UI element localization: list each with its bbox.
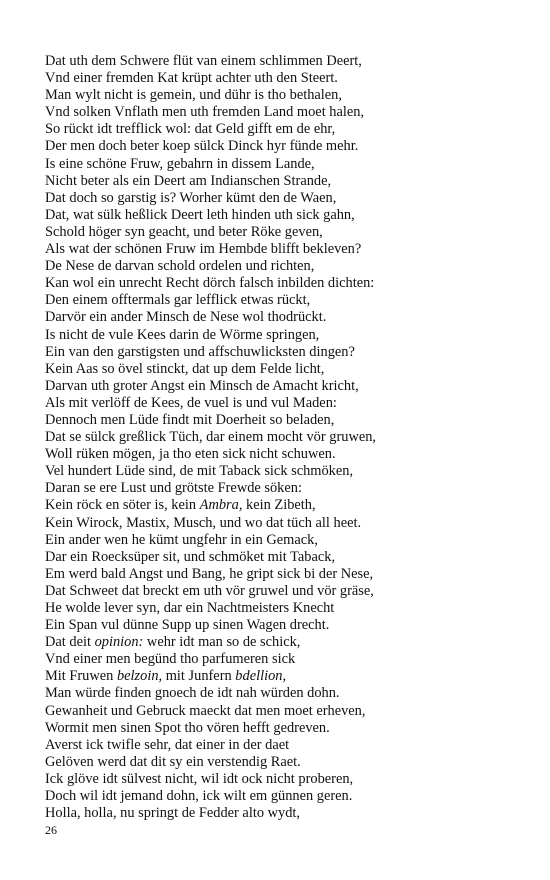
poem-line [45,156,515,173]
line-text: Em werd bald Angst und Bang, he gript sick bi der Nese, [45,565,374,582]
line-text: Woll rüken mögen, ja tho eten sick nicht schuwen. [45,446,336,463]
line-text: Man würde finden gnoech de idt nah würden dohn. [45,685,340,702]
poem-line [45,138,515,155]
line-text: Dat Schweet dat breckt em uth vör gruwel und vör gräse, [45,582,374,599]
line-text: Is eine schöne Fruw, gebahrn in dissem Lande, [45,155,315,172]
line-text: He wolde lever syn, dar ein Nachtmeisters Knecht [45,600,335,616]
poem-line [45,53,515,70]
poem-line [45,190,515,207]
line-text: Ein van den garstigsten und affschuwlicksten dingen? [45,343,355,360]
poem-line [45,207,515,224]
line-text: Dat, wat sülk heßlick Deert leth hinden uth sick gahn, [45,206,355,223]
line-text: Dat doch so garstig is? Worher kümt den de Waen, [45,189,337,206]
line-text: Schold höger syn geacht, und beter Röke geven, [45,223,323,240]
line-text: Daran se ere Lust und grötste Frewde söken: [45,480,302,497]
poem-line [45,685,515,702]
poem-line [45,668,515,685]
poem-line [45,805,515,822]
poem-line [45,788,515,805]
italic-text: Ambra, [199,497,243,514]
poem-line [45,583,515,600]
poem-line [45,70,515,87]
line-text: Vnd einer fremden Kat krüpt achter uth den Steert. [45,70,338,87]
line-text: De Nese de darvan schold ordelen und richten, [45,258,315,275]
poem-line [45,651,515,668]
poem-line [45,480,515,497]
line-text: Dennoch men Lüde findt mit Doerheit so beladen, [45,411,335,428]
line-text: Dar ein Roecksüper sit, und schmöket mit Taback, [45,548,336,565]
poem-line [45,703,515,720]
poem-line [45,566,515,583]
line-text: Dat se sülck greßlick Tüch, dar einem mocht vör gruwen, [45,429,377,446]
line-text: Darvör ein ander Minsch de Nese wol thodrückt. [45,309,327,326]
poem-line [45,241,515,258]
line-text: kein Zibeth, [242,497,316,514]
poem-line [45,87,515,104]
line-text: Kein röck en söter is, kein [45,497,200,514]
italic-text: belzoin, [116,668,163,685]
poem-line [45,497,515,514]
poem-line [45,224,515,241]
poem-line [45,771,515,788]
poem-line [45,737,515,754]
line-text: Kan wol ein unrecht Recht dörch falsch inbilden dichten: [45,275,375,292]
line-text: Ein ander wen he kümt ungfehr in ein Gemack, [45,531,318,548]
line-text: Kein Wirock, Mastix, Musch, und wo dat tüch all heet. [45,514,362,531]
italic-text: bdellion, [235,668,287,685]
poem-line [45,327,515,344]
poem-line [45,412,515,429]
poem-line [45,292,515,309]
line-text: Ick glöve idt sülvest nicht, wil idt ock nicht proberen, [45,770,354,787]
line-text: Dat uth dem Schwere flüt van einem schlimmen Deert, [45,53,362,69]
line-text: Den einem offtermals gar lefflick etwas rückt, [45,292,311,309]
poem-line [45,515,515,532]
poem-line [45,446,515,463]
poem-line [45,378,515,395]
italic-text: opinion: [94,634,144,651]
poem-text [45,53,515,822]
line-text: Nicht beter als ein Deert am Indianschen Strande, [45,172,332,189]
line-text: Wormit men sinen Spot tho vören hefft gedreven. [45,719,330,736]
poem-line [45,754,515,771]
line-text: Der men doch beter koep sülck Dinck hyr fünde mehr. [45,138,359,155]
line-text: Gewanheit und Gebruck maeckt dat men moet erheven, [45,702,366,719]
line-text: wehr idt man so de schick, [143,634,301,651]
line-text: Holla, holla, nu springt de Fedder alto wydt, [45,805,300,822]
line-text: So rückt idt trefflick wol: dat Geld gifft em de ehr, [45,121,336,138]
line-text: mit Junfern [162,668,236,685]
line-text: Kein Aas so övel stinckt, dat up dem Felde licht, [45,360,325,377]
poem-line [45,121,515,138]
poem-line [45,634,515,651]
poem-line [45,429,515,446]
poem-line [45,549,515,566]
line-text: Vnd einer men begünd tho parfumeren sick [45,651,296,668]
line-text: Averst ick twifle sehr, dat einer in der daet [45,736,290,753]
poem-line [45,600,515,617]
line-text: Als mit verlöff de Kees, de vuel is und vul Maden: [45,394,337,411]
line-text: Darvan uth groter Angst ein Minsch de Amacht kricht, [45,377,359,394]
poem-line [45,361,515,378]
poem-line [45,275,515,292]
line-text: Man wylt nicht is gemein, und dühr is tho bethalen, [45,87,342,104]
poem-line [45,344,515,361]
page-number: 26 [45,823,57,837]
line-text: Doch wil idt jemand dohn, ick wilt em günnen geren. [45,788,353,805]
line-text: Dat deit [45,634,95,651]
poem-line [45,395,515,412]
poem-line [45,532,515,549]
line-text: Ein Span vul dünne Supp up sinen Wagen drecht. [45,617,330,634]
line-text: Als wat der schönen Fruw im Hembde blifft bekleven? [45,241,362,258]
poem-line [45,463,515,480]
poem-line [45,104,515,121]
line-text: Vel hundert Lüde sind, de mit Taback sick schmöken, [45,463,354,480]
poem-line [45,258,515,275]
poem-line [45,617,515,634]
poem-line [45,309,515,326]
line-text: Gelöven werd dat dit sy ein verstendig Raet. [45,753,301,770]
poem-line [45,173,515,190]
line-text: Mit Fruwen [45,668,117,685]
line-text: Vnd solken Vnflath men uth fremden Land moet halen, [45,104,365,121]
poem-line [45,720,515,737]
line-text: Is nicht de vule Kees darin de Wörme springen, [45,326,320,343]
